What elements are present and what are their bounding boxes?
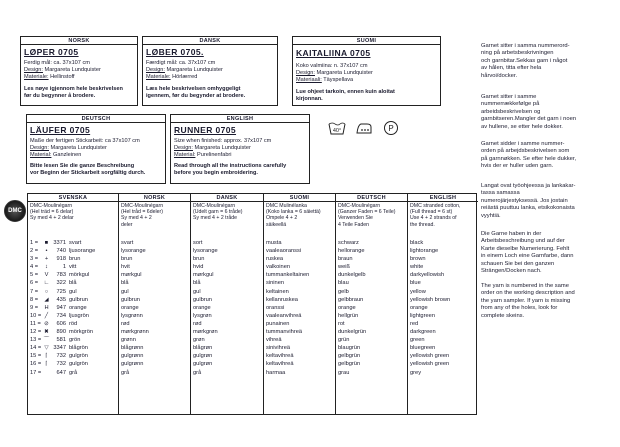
list-line: DMC-Moulinégarn	[338, 203, 381, 209]
list-line: ning på arbetsbeskrivningen	[481, 50, 554, 57]
list-line: gul	[121, 288, 129, 295]
list-line: gelbgrün	[338, 353, 361, 360]
color-name: röd	[69, 320, 78, 327]
col-deutsch	[335, 194, 407, 414]
list-line: orange	[410, 304, 428, 311]
english-note-2: before you begin embroidering.	[174, 170, 258, 176]
list-line: musta	[266, 240, 282, 246]
list-line: Karte dieselbe Numerierung. Fehlt	[481, 245, 570, 252]
list-line: schauen Sie bei den ganzen	[481, 260, 555, 267]
list-line: Garnet sitter i samme	[481, 94, 537, 100]
list-line: Garnet sitter i samma nummerord-	[481, 43, 570, 49]
list-line: gulgrøn	[193, 361, 213, 368]
col-norsk-sub	[121, 203, 163, 228]
list-line: lightgreen	[410, 312, 435, 319]
dmc-code: 435	[56, 296, 66, 303]
symbol-icon: ⌒	[43, 337, 50, 344]
list-line: DMC-Moulinégarn	[121, 203, 164, 209]
table-row	[30, 288, 95, 296]
list-line: sort	[193, 240, 203, 246]
deutsch-title: LÄUFER 0705	[30, 125, 91, 135]
color-name: gul	[69, 288, 77, 295]
list-line: red	[410, 320, 419, 327]
list-line: tummanvihreä	[266, 329, 303, 336]
dansk-note-2: igennem, før du begynder at brodere.	[146, 93, 246, 99]
symbol-icon: H	[44, 304, 49, 311]
suomi-title: KAITALIINA 0705	[296, 48, 371, 58]
col-svenska-sub	[30, 203, 74, 222]
dansk-info-box	[142, 36, 278, 106]
norsk-title: LØPER 0705	[24, 47, 79, 57]
table-row	[30, 360, 95, 368]
dmc-code: 3347	[53, 345, 66, 352]
row-number: 4 =	[30, 264, 39, 271]
list-line: hårvoi/docker.	[481, 72, 518, 79]
list-line: ruskea	[266, 256, 284, 263]
list-line: DMC stranded cotton,	[410, 203, 461, 209]
list-line: gulgrønn	[121, 353, 144, 360]
suomi-note-2: kirjonnan.	[296, 96, 323, 102]
list-line: orange	[338, 304, 356, 311]
list-line: Ompele 4 + 2	[266, 215, 298, 222]
dmc-code: 322	[56, 280, 66, 287]
symbol-icon: ✖	[44, 329, 49, 336]
side-text-svenska	[481, 43, 611, 80]
list-line: rød	[193, 320, 202, 327]
list-line: 4 Teile Faden	[338, 221, 370, 228]
symbol-icon: V	[44, 272, 49, 279]
list-line: blue	[410, 280, 421, 287]
wash-40-icon	[328, 121, 346, 140]
list-line: yellow	[410, 288, 426, 295]
color-name: ljusgrön	[69, 312, 89, 319]
color-name: ljusorange	[69, 248, 96, 255]
color-name: blågrön	[69, 345, 88, 352]
list-line: Sy med 4 + 2 tråde	[193, 215, 237, 222]
list-line: lysgrøn	[193, 312, 212, 319]
list-line: grey	[410, 369, 422, 376]
suomi-design: Design: Margareta Lundquister	[296, 70, 373, 76]
side-text-english	[481, 283, 611, 320]
list-line: harmaa	[266, 369, 286, 376]
dmc-code: 725	[56, 288, 66, 295]
col-suomi-heading: SUOMI	[264, 194, 335, 202]
table-row	[30, 263, 95, 271]
dryclean-icon	[383, 120, 399, 141]
list-line: blågrøn	[193, 345, 213, 352]
dmc-logo: DMC	[4, 200, 26, 222]
color-name: mörkgrön	[69, 329, 94, 336]
list-line: keltavihreä	[266, 353, 294, 360]
symbol-icon: ╱	[44, 312, 49, 319]
table-row	[30, 296, 95, 304]
dmc-code: 890	[56, 329, 66, 336]
row-number: 10 =	[30, 312, 42, 319]
list-line: grün	[338, 337, 350, 344]
iron-icon	[355, 121, 373, 140]
table-row	[30, 344, 95, 352]
list-line: yellowish brown	[410, 296, 451, 303]
row-number: 16 =	[30, 361, 42, 368]
dmc-code: 1	[62, 264, 66, 271]
deutsch-info-box	[26, 114, 166, 184]
list-line: Die Garne haben in der	[481, 231, 542, 237]
row-number: 11 =	[30, 320, 41, 327]
side-text-suomi	[481, 183, 611, 220]
table-row	[30, 369, 95, 377]
list-line: svart	[121, 240, 134, 246]
color-name: gulbrun	[69, 296, 88, 303]
list-line: bluegreen	[410, 345, 436, 352]
care-symbols	[328, 120, 404, 136]
list-line: green	[410, 337, 425, 344]
symbol-icon: ⌈	[45, 361, 48, 368]
col-dansk	[190, 194, 263, 414]
list-line: orange	[193, 304, 211, 311]
list-line: complete skeins.	[481, 312, 525, 319]
list-line: nummerrækkefølge på	[481, 101, 540, 108]
list-line: Verwenden Sie	[338, 215, 373, 222]
col-deutsch-heading: DEUTSCH	[336, 194, 407, 202]
english-note-1: Read through all the instructions carefully	[174, 163, 287, 169]
table-row	[30, 352, 95, 360]
col-svenska-heading: SVENSKA	[28, 194, 118, 202]
row-number: 12 =	[30, 329, 42, 336]
list-line: blå	[121, 280, 129, 287]
list-line: yellowish green	[410, 353, 450, 360]
col-dansk-heading: DANSK	[191, 194, 263, 202]
suomi-size: Koko valmiina: n. 37x107 cm	[296, 63, 368, 69]
list-line: from any of the holes, look for	[481, 305, 558, 312]
list-line: braun	[338, 256, 353, 263]
list-line: Arbeitsbeschreibung und auf der	[481, 238, 565, 245]
dmc-code: 783	[56, 272, 66, 279]
list-line: yellowish green	[410, 361, 450, 368]
symbol-icon: ↕	[45, 264, 48, 271]
dmc-code: 918	[56, 256, 66, 263]
list-line: blå	[193, 280, 201, 287]
color-name: vitt	[69, 264, 77, 271]
list-line: the thread.	[410, 221, 435, 228]
list-line: Use 4 + 2 strands of	[410, 215, 457, 222]
table-row	[30, 247, 95, 255]
col-english-rows	[410, 239, 450, 377]
list-line: på garnnøkken. Se efter hele dukker,	[481, 155, 577, 162]
list-line: Sy med 4 + 2 delar	[30, 215, 74, 222]
col-svenska-rows	[30, 239, 95, 377]
english-size: Size when finished: approx. 37x107 cm	[174, 138, 272, 144]
list-line: darkyellowish	[410, 272, 445, 279]
list-line: the yarn sampler. If yarn is missing	[481, 297, 571, 304]
list-line: Langat ovat työohjeessa ja lankakar-	[481, 183, 576, 189]
suomi-material: Materiaali: Täyspellava	[296, 77, 354, 83]
color-name: orange	[69, 304, 87, 311]
deutsch-material: Material: Ganzleinen	[30, 152, 82, 158]
color-name: blå	[69, 280, 77, 287]
list-line: vyyhtiä.	[481, 212, 501, 219]
list-line: hellgrün	[338, 312, 359, 319]
symbol-icon: ○	[44, 288, 49, 295]
dansk-heading: DANSK	[143, 37, 277, 45]
list-line: lysorange	[193, 248, 218, 255]
english-info-box	[170, 114, 310, 184]
yarn-color-table	[27, 193, 477, 415]
color-name: grön	[69, 337, 81, 344]
list-line: lysorange	[121, 248, 146, 255]
table-row	[30, 336, 95, 344]
list-line: gulgrøn	[193, 353, 213, 360]
deutsch-size: Maße der fertigen Stickarbeit: ca 37x107 cm	[30, 138, 140, 144]
color-name: brun	[69, 256, 81, 263]
dansk-note-1: Læs hele beskrivelsen omhyggeligt	[146, 86, 241, 92]
list-line: gelb	[338, 288, 349, 295]
symbol-icon: ■	[44, 240, 49, 246]
list-line: vaaleaoranssi	[266, 248, 302, 255]
col-english	[407, 194, 478, 414]
list-line: säikeellä	[266, 221, 287, 228]
list-line: arbeidsbeskrivelsen og	[481, 108, 541, 115]
list-line: gulgrønn	[121, 361, 144, 368]
norsk-note-1: Les nøye igjennom hele beskrivelsen	[24, 86, 123, 92]
symbol-icon: ⌈	[45, 353, 48, 360]
list-line: The yarn is numbered in the same	[481, 283, 569, 289]
side-text-norsk	[481, 94, 611, 131]
norsk-material: Materiale: Hellinstoff	[24, 74, 75, 80]
list-line: Sy med 4 + 2	[121, 215, 152, 222]
row-number: 2 =	[30, 248, 39, 255]
symbol-icon: +	[44, 256, 49, 263]
list-line: valkoinen	[266, 264, 291, 271]
dmc-code: 947	[56, 304, 66, 311]
list-line: mørkgrøn	[193, 329, 218, 336]
list-line: rot	[338, 320, 345, 327]
list-line: orange	[121, 304, 139, 311]
list-line: hellorange	[338, 248, 365, 255]
list-line: rød	[121, 320, 130, 327]
side-text-dansk	[481, 141, 611, 171]
list-line: white	[410, 264, 424, 271]
list-line: (Ganzer Faden = 6 Teile)	[338, 209, 396, 216]
dmc-code: 740	[56, 248, 66, 255]
table-row	[30, 279, 95, 287]
deutsch-note-1: Bitte lesen Sie die ganze Beschreibung	[30, 163, 135, 169]
table-row	[30, 239, 95, 247]
dansk-title: LØBER 0705.	[146, 47, 204, 57]
list-line: reiästä puuttuu lanka, etsikokonaista	[481, 205, 575, 212]
deutsch-heading: DEUTSCH	[27, 115, 165, 123]
list-line: gelbbraun	[338, 296, 364, 303]
col-deutsch-sub	[338, 203, 395, 228]
list-line: (Koko lanka = 6 säiettä)	[266, 209, 321, 216]
list-line: mørkgul	[193, 272, 214, 279]
symbol-icon: ▽	[44, 345, 49, 352]
row-number: 6 =	[30, 280, 39, 287]
table-row	[30, 312, 95, 320]
col-english-heading: ENGLISH	[408, 194, 478, 202]
col-english-sub	[410, 203, 460, 228]
deutsch-note-2: vor Beginn der Stickarbeit sorgfältig durch.	[30, 170, 146, 176]
list-line: hvid	[193, 264, 204, 271]
row-number: 9 =	[30, 304, 39, 311]
list-line: DMC-Moulinégarn	[30, 203, 73, 209]
list-line: brun	[121, 256, 133, 263]
norsk-design: Design: Margareta Lundquister	[24, 67, 101, 73]
list-line: Strängen/Docken nach.	[481, 268, 542, 275]
col-svenska	[28, 194, 118, 414]
list-line: mørkgrønn	[121, 329, 149, 336]
suomi-heading: SUOMI	[293, 37, 440, 45]
row-number: 8 =	[30, 296, 39, 303]
suomi-note-1: Lue ohjeet tarkoin, ennen kuin aloitat	[296, 89, 395, 95]
list-line: tassa samassa	[481, 190, 520, 197]
list-line: brun	[193, 256, 205, 263]
list-line: blågrønn	[121, 345, 144, 352]
row-number: 15 =	[30, 353, 42, 360]
suomi-info-box	[292, 36, 441, 106]
list-line: in einem Loch eine Garnfarbe, dann	[481, 253, 574, 260]
norsk-note-2: før du begynner å brodere.	[24, 93, 96, 99]
side-text-deutsch	[481, 231, 611, 275]
dansk-design: Design: Margareta Lundquister	[146, 67, 223, 73]
table-row	[30, 304, 95, 312]
dmc-code: 581	[56, 337, 66, 344]
list-line: grøn	[193, 337, 205, 344]
wash-temp-label: 40°	[332, 128, 342, 134]
col-norsk	[118, 194, 190, 414]
list-line: blaugrün	[338, 345, 361, 352]
list-line: blau	[338, 280, 349, 287]
list-line: gulbrun	[193, 296, 212, 303]
dmc-code: 732	[56, 353, 66, 360]
col-norsk-rows	[121, 239, 149, 377]
dmc-code: 734	[56, 312, 66, 319]
list-line: (Hel tråd = 6deler)	[121, 209, 163, 216]
color-name: gulgrön	[69, 353, 88, 360]
list-line: (Hel träd = 6 delar)	[30, 209, 74, 216]
list-line: grønn	[121, 337, 136, 344]
list-line: (Full thread = 6 st)	[410, 209, 453, 216]
col-norsk-heading: NORSK	[119, 194, 190, 202]
list-line: hvis der er huller uden garn.	[481, 163, 554, 170]
row-number: 7 =	[30, 288, 39, 295]
row-number: 5 =	[30, 272, 39, 279]
color-name: grå	[69, 369, 78, 376]
col-dansk-rows	[193, 239, 218, 377]
row-number: 1 =	[30, 240, 39, 246]
list-line: oranssi	[266, 304, 285, 311]
list-line: grau	[338, 369, 350, 376]
dansk-size: Færdigt mål: ca. 37x107 cm	[146, 60, 216, 66]
dmc-code: 647	[56, 369, 66, 376]
col-suomi-rows	[266, 239, 309, 377]
list-line: punainen	[266, 320, 290, 327]
list-line: deler	[121, 221, 133, 228]
list-line: lysgrønn	[121, 312, 143, 319]
row-number: 17 =	[30, 369, 42, 376]
norsk-size: Ferdig mål: ca. 37x107 cm	[24, 60, 90, 66]
list-line: gelbgrün	[338, 361, 361, 368]
table-row	[30, 271, 95, 279]
english-design: Design: Margareta Lundquister	[174, 145, 251, 151]
list-line: av hullene, se etter hele dokker.	[481, 123, 563, 130]
english-material: Material: Purelinenfabri	[174, 152, 232, 158]
list-line: vihreä	[266, 337, 282, 344]
list-line: och garnbitar.Sekkas garn i något	[481, 57, 568, 64]
symbol-icon: ∟	[43, 280, 50, 287]
norsk-heading: NORSK	[21, 37, 137, 45]
color-name: mörkgul	[69, 272, 90, 279]
list-line: gulbrun	[121, 296, 140, 303]
row-number: 13 =	[30, 337, 42, 344]
col-deutsch-rows	[338, 239, 366, 377]
list-line: Garnet sidder i samme nummer-	[481, 141, 565, 147]
color-name: svart	[69, 240, 82, 246]
english-heading: ENGLISH	[171, 115, 309, 123]
table-row	[30, 255, 95, 263]
list-line: DMC-Moulinégarn	[193, 203, 236, 209]
dmc-code: 3371	[53, 240, 66, 246]
dmc-code: 606	[56, 320, 66, 327]
list-line: schwarz	[338, 240, 359, 246]
table-row	[30, 320, 95, 328]
list-line: sininen	[266, 280, 285, 287]
list-line: numerojärjestyksessä. Jos jostain	[481, 197, 568, 204]
list-line: black	[410, 240, 424, 246]
list-line: keltavihreä	[266, 361, 294, 368]
col-suomi-sub	[266, 203, 321, 228]
dmc-code: 732	[56, 361, 66, 368]
symbol-icon: •	[45, 248, 48, 255]
list-line: tummankeltainen	[266, 272, 310, 279]
list-line: weiß	[338, 264, 351, 271]
list-line: dunkelgrün	[338, 329, 367, 336]
row-number: 14 =	[30, 345, 42, 352]
symbol-icon: ⊘	[44, 320, 49, 327]
english-title: RUNNER 0705	[174, 125, 237, 135]
col-dansk-sub	[193, 203, 242, 222]
list-line: av hålen, titta efter hela	[481, 65, 542, 72]
table-row	[30, 328, 95, 336]
list-line: garnbitseren.Mangler det garn i noen	[481, 116, 577, 123]
list-line: brown	[410, 256, 426, 263]
deutsch-design: Design: Margareta Lundquister	[30, 145, 107, 151]
list-line: lightorange	[410, 248, 439, 255]
color-name: gulgrön	[69, 361, 88, 368]
list-line: mørkgul	[121, 272, 142, 279]
list-line: keltainen	[266, 288, 289, 295]
row-number: 3 =	[30, 256, 39, 263]
list-line: grå	[121, 369, 130, 376]
dansk-material: Materiale: Hörlærred	[146, 74, 198, 80]
list-line: kellanruskea	[266, 296, 298, 303]
list-line: darkgreen	[410, 329, 436, 336]
list-line: grå	[193, 369, 202, 376]
norsk-info-box	[20, 36, 138, 106]
list-line: orden på arbejdsbeskrivelsen som	[481, 148, 570, 155]
symbol-icon: ◢	[44, 296, 49, 303]
list-line: dunkelgelb	[338, 272, 366, 279]
dryclean-letter: P	[388, 124, 394, 133]
list-line: sinivihreä	[266, 345, 291, 352]
list-line: DMC Mulinélanka	[266, 203, 307, 209]
col-suomi	[263, 194, 335, 414]
list-line: gul	[193, 288, 201, 295]
list-line: order on the working description and	[481, 290, 575, 297]
list-line: hvit	[121, 264, 130, 271]
list-line: vaaleanvihreä	[266, 312, 302, 319]
list-line: (Udelt garn = 6 tråde)	[193, 209, 243, 216]
